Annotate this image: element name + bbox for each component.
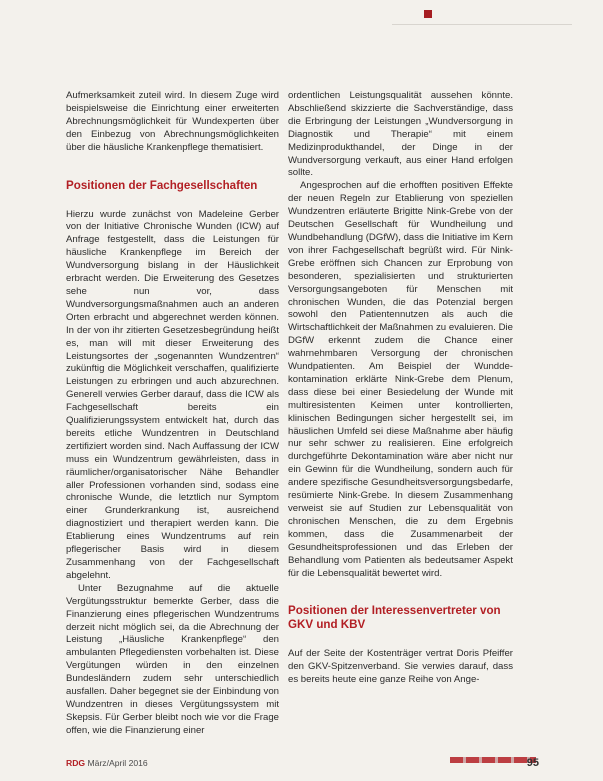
paragraph: ordentlichen Leistungsqualität aussehen könnte. Abschließend skizzierte die Sachverständige, dass die Erbringung der Leistungen „Wundversorgung in Diagnostik und Therapie“ mit einem Medizinprodukthandel, der Dinge in der Wundversorgung verkauft, aus einer Hand erfolgen sollte. bbox=[288, 90, 513, 179]
issue-date: März/April 2016 bbox=[87, 758, 148, 768]
footer bbox=[66, 758, 148, 768]
paragraph: Hierzu wurde zunächst von Madeleine Gerber von der Initiative Chronische Wunden (ICW) auf Anfrage festgestellt, dass die Leistungen für häusliche Krankenpflege im Bereich der Wundversorgung bislang in der Häuslichkeit erbracht werden. Die Erweiterung des Gesetzes sehe nun vor, dass Wundversorgungsmaßnahmen auch an anderen Orten erbracht und abgerechnet werden können. In der von ihr zitierten Gesetzesbegründung heißt es, man will mit dieser Erweiterung des Leistungsortes der „sogenannten Wundzentren“ zukünftig die Möglichkeit verschaffen, qualifizierte Leistungen zu erbringen und auch abzurechnen. Generell verwies Gerber darauf, dass die ICW als Fachgesellschaft bereits ein Qualifizierungssystem entwickelt hat, durch das bereits etliche Wundzentren in Deutschland zertifiziert worden sind. Nach Auffassung der ICW muss ein Wundzentrum gewährleisten, dass in räumlicher/organisatorischer Nähe Behandler aller Professionen vorhanden sind, sodass eine chronische Wunde, die letztlich nur Symptom einer Grunderkrankung ist, ausreichend diagnostiziert und therapiert werden kann. Die Etablierung eines Wundzentrums auf rein pflegerischer Basis wird in diesem Zusammenhang von der Fachgesellschaft abgelehnt. bbox=[66, 208, 279, 581]
page-number: 95 bbox=[526, 757, 539, 769]
header-rule bbox=[392, 14, 572, 25]
right-column bbox=[288, 90, 513, 687]
section-heading: Positionen der Fachgesellschaften bbox=[66, 178, 258, 192]
paragraph: Aufmerksamkeit zuteil wird. In diesem Zuge wird beispielsweise die Einrichtung einer erweiterten Abrechnungsmöglichkeit für Wundexperten über den Einbezug von Abrechnungsmöglichkeiten über die häusliche Krankenpflege thematisiert. bbox=[66, 90, 279, 153]
journal-brand: RDG bbox=[66, 758, 86, 768]
left-column bbox=[66, 90, 279, 738]
header-accent-square bbox=[424, 10, 432, 18]
paragraph: Angesprochen auf die erhofften positiven Effekte der neuen Regeln zur Etablierung von speziellen Wundzentren erläuterte Brigitte Nink-Grebe von der Deutschen Gesellschaft für Wundheilung und Wundbehandlung (DGfW), dass die Initiative im Kern von ihrer Fachgesellschaft begrüßt wird. Für Nink-Grebe eröffnen sich Chancen zur Erprobung von besonderen, spezialisierten und strukturierten Versorgungsangeboten für Menschen mit chronischen Wunden, die das Potenzial bergen sowohl den Patientennutzen als auch die Wirtschaftlichkeit der Maßnahmen zu evaluieren. Die DGfW erkennt zudem die Chance einer wahrnehmbaren Versorgung der chronischen Wundpatienten. Am Beispiel der Wunddekontamination erklärte Nink-Grebe dem Plenum, dass diese bei einer Besiedelung der Wunde mit multiresistenten Keimen unter kontrollierten, klinischen Bedingungen sicher hergestellt sei, im häuslichen Umfeld sei diese Maßnahme aber häufig nur sehr schwer zu realisieren. Eine erfolgreich durchgeführte Dekontamination wäre aber nicht nur ein Gewinn für die Wundheilung, sondern auch für andere spezifische Gesundheitsversorgungsbedarfe, resümierte Nink-Grebe. In diesem Zusammenhang verweist sie auf Studien zur Lebensqualität von chronischen Menschen, die zu dem Ergebnis kommen, dass die Zusammenarbeit der Gesundheitsprofessionen und das Erleben der Behandlung vom Patienten als bedeutsamer Aspekt für die Lebensqualität bewertet wird. bbox=[288, 180, 513, 579]
section-heading: Positionen der Interessenvertreter von GKV und KBV bbox=[288, 604, 501, 632]
footer-color-bar bbox=[450, 757, 536, 763]
paragraph: Auf der Seite der Kostenträger vertrat Doris Pfeiffer den GKV-Spitzenverband. Sie verwies darauf, dass es bereits heute eine ganze Reihe von Ange- bbox=[288, 648, 513, 686]
paragraph: Unter Bezugnahme auf die aktuelle Vergütungsstruktur bemerkte Gerber, dass die Finanzierung eines pflegerischen Wundzentrums derzeit nicht möglich sei, da die Abrechnung der Leistung „Häusliche Krankenpflege“ den ambulanten Pflegediensten vorbehalten ist. Diese Vergütungen würden in den einzelnen Bundesländern zudem sehr unterschiedlich ausfallen. Daher begegnet sie der Einbindung von Wundzentren in dieses Vergütungssystem mit Skepsis. Für Gerber bleibt noch wie vor die Frage offen, wie die Finanzierung einer bbox=[66, 582, 279, 736]
